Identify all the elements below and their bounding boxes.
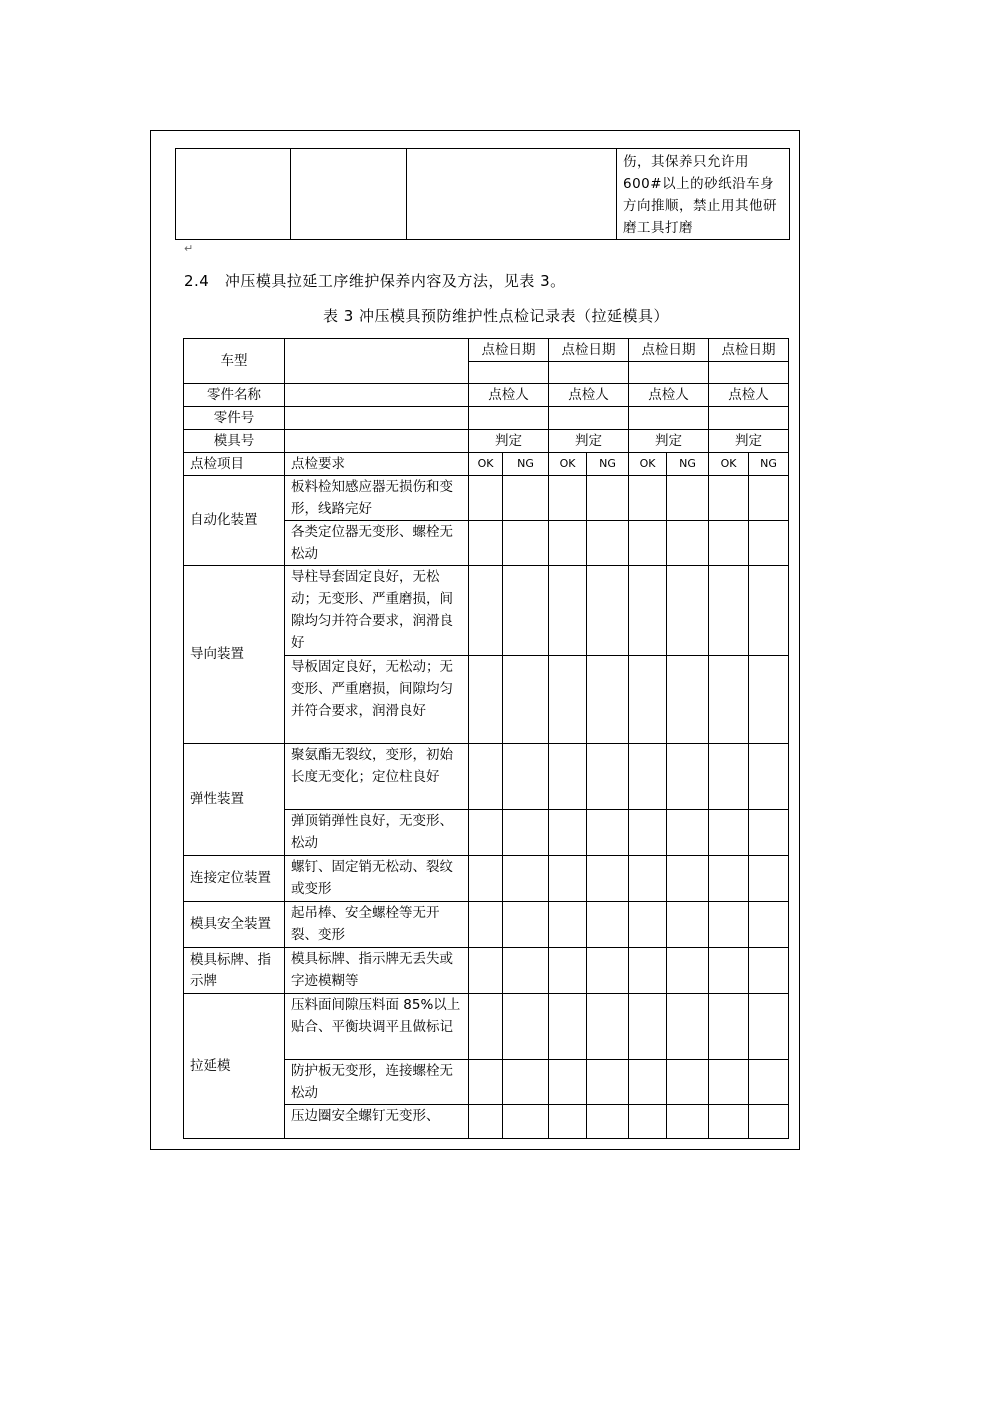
header-judgement: 判定 <box>469 430 549 453</box>
result-cell <box>629 902 667 948</box>
result-cell <box>469 566 503 656</box>
result-cell <box>469 810 503 856</box>
inspection-table <box>183 338 789 1139</box>
check-requirement: 防护板无变形，连接螺栓无松动 <box>285 1060 469 1105</box>
check-requirement: 各类定位器无变形、螺栓无松动 <box>285 521 469 566</box>
header-ng: NG <box>587 453 629 476</box>
table-row <box>184 453 789 476</box>
check-requirement: 模具标牌、指示牌无丢失或字迹模糊等 <box>285 948 469 994</box>
result-cell <box>587 1105 629 1139</box>
header-ok: OK <box>469 453 503 476</box>
check-requirement: 螺钉、固定销无松动、裂纹或变形 <box>285 856 469 902</box>
header-check-date: 点检日期 <box>709 339 789 362</box>
continued-table <box>175 148 790 240</box>
value-part-no <box>285 407 469 430</box>
result-cell <box>709 1060 749 1105</box>
result-cell <box>587 856 629 902</box>
check-item: 模具安全装置 <box>184 902 285 948</box>
result-cell <box>503 1105 549 1139</box>
continued-cell <box>176 149 291 240</box>
check-requirement: 起吊棒、安全螺栓等无开裂、变形 <box>285 902 469 948</box>
result-cell <box>629 656 667 744</box>
header-check-item: 点检项目 <box>184 453 285 476</box>
result-cell <box>667 1060 709 1105</box>
result-cell <box>629 810 667 856</box>
result-cell <box>749 1060 789 1105</box>
result-cell <box>503 656 549 744</box>
result-cell <box>667 1105 709 1139</box>
result-cell <box>667 810 709 856</box>
label-car-model: 车型 <box>184 339 285 384</box>
result-cell <box>549 521 587 566</box>
result-cell <box>549 902 587 948</box>
continued-text: 伤，其保养只允许用600#以上的砂纸沿车身方向推顺，禁止用其他研磨工具打磨 <box>623 154 777 236</box>
check-item: 模具标牌、指示牌 <box>184 948 285 994</box>
label-die-no: 模具号 <box>184 430 285 453</box>
result-cell <box>549 744 587 810</box>
value-inspector <box>629 407 709 430</box>
result-cell <box>629 744 667 810</box>
check-item: 导向装置 <box>184 566 285 744</box>
check-requirement: 压边圈安全螺钉无变形、 <box>285 1105 469 1139</box>
result-cell <box>629 1060 667 1105</box>
check-item: 连接定位装置 <box>184 856 285 902</box>
result-cell <box>749 476 789 521</box>
result-cell <box>667 744 709 810</box>
table-row <box>184 948 789 994</box>
value-inspector <box>709 407 789 430</box>
check-item: 自动化装置 <box>184 476 285 566</box>
continued-cell <box>407 149 617 240</box>
result-cell <box>503 948 549 994</box>
result-cell <box>587 948 629 994</box>
header-check-date: 点检日期 <box>549 339 629 362</box>
result-cell <box>587 810 629 856</box>
check-requirement: 板料检知感应器无损伤和变形，线路完好 <box>285 476 469 521</box>
result-cell <box>709 476 749 521</box>
result-cell <box>549 810 587 856</box>
result-cell <box>469 656 503 744</box>
header-ok: OK <box>629 453 667 476</box>
value-check-date <box>469 362 549 384</box>
result-cell <box>587 656 629 744</box>
result-cell <box>749 656 789 744</box>
header-judgement: 判定 <box>709 430 789 453</box>
result-cell <box>503 476 549 521</box>
result-cell <box>587 476 629 521</box>
result-cell <box>667 902 709 948</box>
result-cell <box>549 566 587 656</box>
header-ok: OK <box>709 453 749 476</box>
check-item: 拉延模 <box>184 994 285 1139</box>
check-requirement: 导柱导套固定良好，无松动；无变形、严重磨损，间隙均匀并符合要求，润滑良好 <box>285 566 469 656</box>
result-cell <box>667 656 709 744</box>
table-row <box>184 384 789 407</box>
header-ng: NG <box>503 453 549 476</box>
result-cell <box>749 744 789 810</box>
result-cell <box>709 810 749 856</box>
header-inspector: 点检人 <box>549 384 629 407</box>
result-cell <box>503 1060 549 1105</box>
result-cell <box>549 948 587 994</box>
check-requirement: 聚氨酯无裂纹，变形，初始长度无变化；定位柱良好 <box>285 744 469 810</box>
check-requirement: 弹顶销弹性良好，无变形、松动 <box>285 810 469 856</box>
result-cell <box>667 476 709 521</box>
label-part-no: 零件号 <box>184 407 285 430</box>
result-cell <box>549 656 587 744</box>
result-cell <box>469 856 503 902</box>
result-cell <box>469 948 503 994</box>
header-check-date: 点检日期 <box>469 339 549 362</box>
result-cell <box>469 994 503 1060</box>
continued-cell <box>291 149 407 240</box>
result-cell <box>503 744 549 810</box>
result-cell <box>709 948 749 994</box>
header-inspector: 点检人 <box>709 384 789 407</box>
check-requirement: 压料面间隙压料面 85%以上贴合、平衡块调平且做标记 <box>285 994 469 1060</box>
section-heading: 2.4 冲压模具拉延工序维护保养内容及方法，见表 3。 <box>184 272 566 290</box>
table-row <box>184 476 789 521</box>
table-row <box>184 407 789 430</box>
result-cell <box>629 994 667 1060</box>
result-cell <box>749 810 789 856</box>
value-check-date <box>549 362 629 384</box>
result-cell <box>749 994 789 1060</box>
result-cell <box>503 810 549 856</box>
result-cell <box>587 566 629 656</box>
result-cell <box>503 902 549 948</box>
table-row <box>184 994 789 1060</box>
header-inspector: 点检人 <box>629 384 709 407</box>
result-cell <box>667 566 709 656</box>
result-cell <box>469 902 503 948</box>
value-check-date <box>629 362 709 384</box>
label-part-name: 零件名称 <box>184 384 285 407</box>
table-row <box>184 856 789 902</box>
table-title: 表 3 冲压模具预防维护性点检记录表（拉延模具） <box>322 307 670 325</box>
result-cell <box>587 1060 629 1105</box>
result-cell <box>749 521 789 566</box>
table-row <box>184 902 789 948</box>
result-cell <box>503 994 549 1060</box>
result-cell <box>709 656 749 744</box>
result-cell <box>587 994 629 1060</box>
header-ng: NG <box>667 453 709 476</box>
value-inspector <box>469 407 549 430</box>
result-cell <box>469 1105 503 1139</box>
paragraph-mark: ↵ <box>184 242 194 255</box>
check-requirement: 导板固定良好，无松动；无变形、严重磨损，间隙均匀并符合要求，润滑良好 <box>285 656 469 744</box>
result-cell <box>709 566 749 656</box>
result-cell <box>667 856 709 902</box>
header-ok: OK <box>549 453 587 476</box>
table-row <box>184 566 789 656</box>
result-cell <box>629 856 667 902</box>
result-cell <box>469 744 503 810</box>
value-part-name <box>285 384 469 407</box>
header-check-req: 点检要求 <box>285 453 469 476</box>
result-cell <box>549 1105 587 1139</box>
value-die-no <box>285 430 469 453</box>
value-car-model <box>285 339 469 384</box>
result-cell <box>749 948 789 994</box>
result-cell <box>749 566 789 656</box>
continued-text-cell <box>617 149 790 240</box>
result-cell <box>709 856 749 902</box>
result-cell <box>629 476 667 521</box>
result-cell <box>629 566 667 656</box>
result-cell <box>587 744 629 810</box>
result-cell <box>549 476 587 521</box>
result-cell <box>549 994 587 1060</box>
header-check-date: 点检日期 <box>629 339 709 362</box>
result-cell <box>709 902 749 948</box>
result-cell <box>469 476 503 521</box>
result-cell <box>667 948 709 994</box>
table-row <box>184 430 789 453</box>
result-cell <box>629 948 667 994</box>
result-cell <box>749 902 789 948</box>
result-cell <box>469 521 503 566</box>
result-cell <box>629 521 667 566</box>
header-ng: NG <box>749 453 789 476</box>
header-inspector: 点检人 <box>469 384 549 407</box>
value-check-date <box>709 362 789 384</box>
result-cell <box>503 521 549 566</box>
result-cell <box>469 1060 503 1105</box>
result-cell <box>709 994 749 1060</box>
result-cell <box>667 994 709 1060</box>
header-judgement: 判定 <box>629 430 709 453</box>
result-cell <box>749 1105 789 1139</box>
result-cell <box>503 856 549 902</box>
check-item: 弹性装置 <box>184 744 285 856</box>
table-row <box>184 339 789 362</box>
result-cell <box>709 1105 749 1139</box>
result-cell <box>709 744 749 810</box>
result-cell <box>709 521 749 566</box>
table-row <box>184 744 789 810</box>
result-cell <box>587 521 629 566</box>
value-inspector <box>549 407 629 430</box>
result-cell <box>503 566 549 656</box>
result-cell <box>549 856 587 902</box>
result-cell <box>587 902 629 948</box>
result-cell <box>749 856 789 902</box>
result-cell <box>629 1105 667 1139</box>
header-judgement: 判定 <box>549 430 629 453</box>
result-cell <box>549 1060 587 1105</box>
result-cell <box>667 521 709 566</box>
